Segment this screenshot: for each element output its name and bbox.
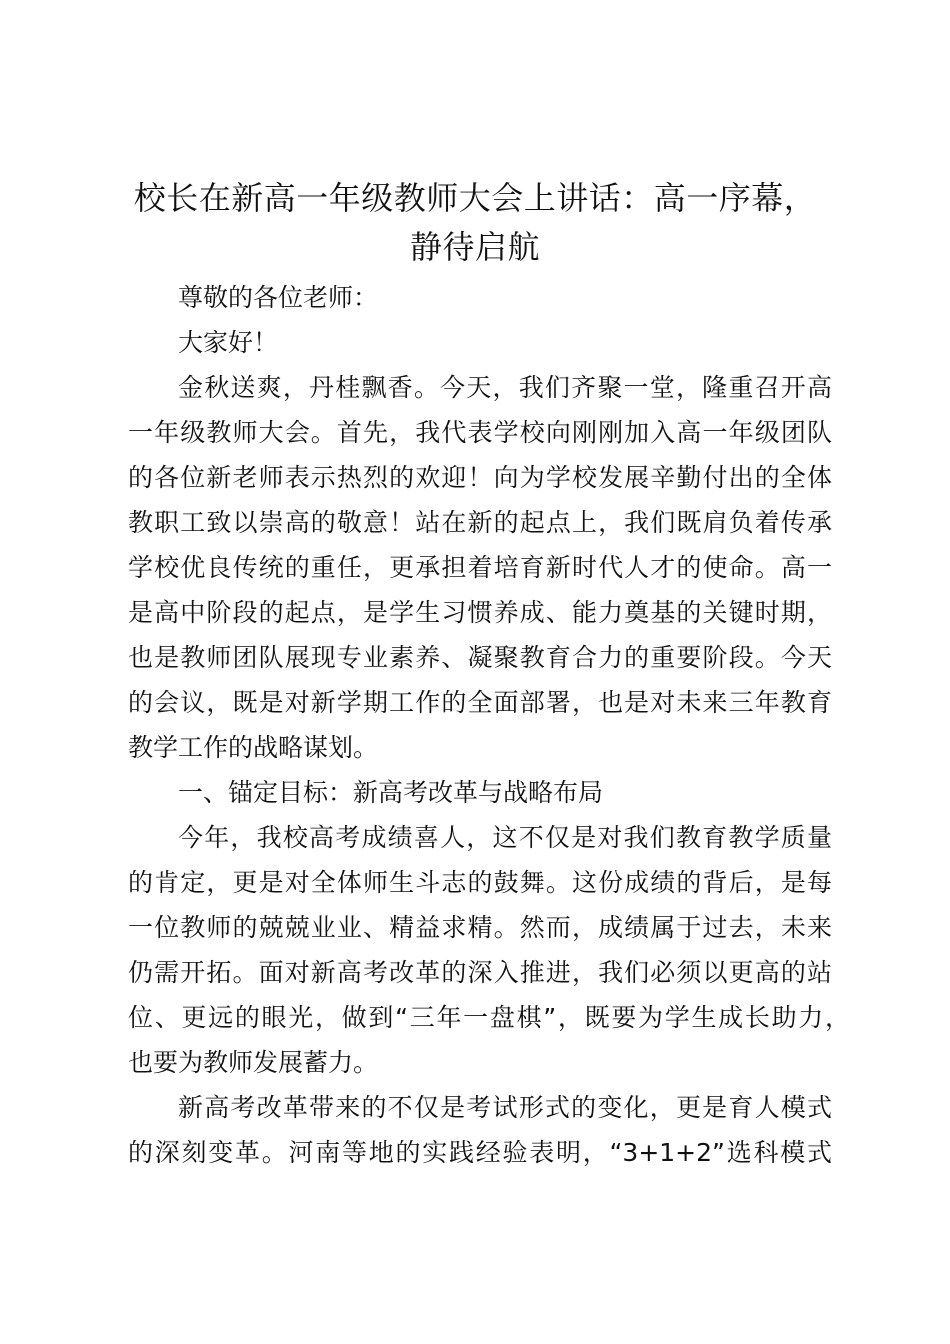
paragraph-line: 位、更远的眼光，做到“三年一盘棋”，既要为学生成长助力， — [128, 1003, 850, 1032]
paragraph-line: 的各位新老师表示热烈的欢迎！向为学校发展辛勤付出的全体 — [128, 463, 832, 492]
paragraph-line: 金秋送爽，丹桂飘香。今天，我们齐聚一堂，隆重召开高 — [178, 373, 832, 402]
paragraph-line: 新高考改革带来的不仅是考试形式的变化，更是育人模式 — [178, 1093, 832, 1122]
paragraph-line: 一位教师的兢兢业业、精益求精。然而，成绩属于过去，未来 — [128, 913, 832, 942]
paragraph-line: 一年级教师大会。首先，我代表学校向刚刚加入高一年级团队 — [128, 418, 832, 447]
document-title-line-1: 校长在新高一年级教师大会上讲话：高一序幕， — [133, 179, 817, 217]
salutation: 尊敬的各位老师： — [178, 283, 379, 312]
paragraph-line: 学校优良传统的重任，更承担着培育新时代人才的使命。高一 — [128, 553, 832, 582]
paragraph-line: 教职工致以崇高的敬意！站在新的起点上，我们既肩负着传承 — [128, 508, 832, 537]
document-title-line-2: 静待启航 — [409, 228, 540, 266]
paragraph-line: 的会议，既是对新学期工作的全面部署，也是对未来三年教育 — [128, 688, 832, 717]
paragraph-line: 教学工作的战略谋划。 — [128, 733, 379, 762]
paragraph-line: 也要为教师发展蓄力。 — [128, 1048, 379, 1077]
paragraph-line: 仍需开拓。面对新高考改革的深入推进，我们必须以更高的站 — [128, 958, 832, 987]
paragraph-line: 也是教师团队展现专业素养、凝聚教育合力的重要阶段。今天 — [128, 643, 832, 672]
paragraph-line: 今年，我校高考成绩喜人，这不仅是对我们教育教学质量 — [178, 823, 832, 852]
section-heading: 一、锚定目标：新高考改革与战略布局 — [178, 778, 604, 807]
paragraph-line: 的深刻变革。河南等地的实践经验表明，“3+1+2”选科模式 — [128, 1138, 832, 1167]
greeting: 大家好！ — [178, 328, 279, 357]
paragraph-line: 的肯定，更是对全体师生斗志的鼓舞。这份成绩的背后，是每 — [128, 868, 832, 897]
paragraph-line: 是高中阶段的起点，是学生习惯养成、能力奠基的关键时期， — [128, 598, 832, 627]
